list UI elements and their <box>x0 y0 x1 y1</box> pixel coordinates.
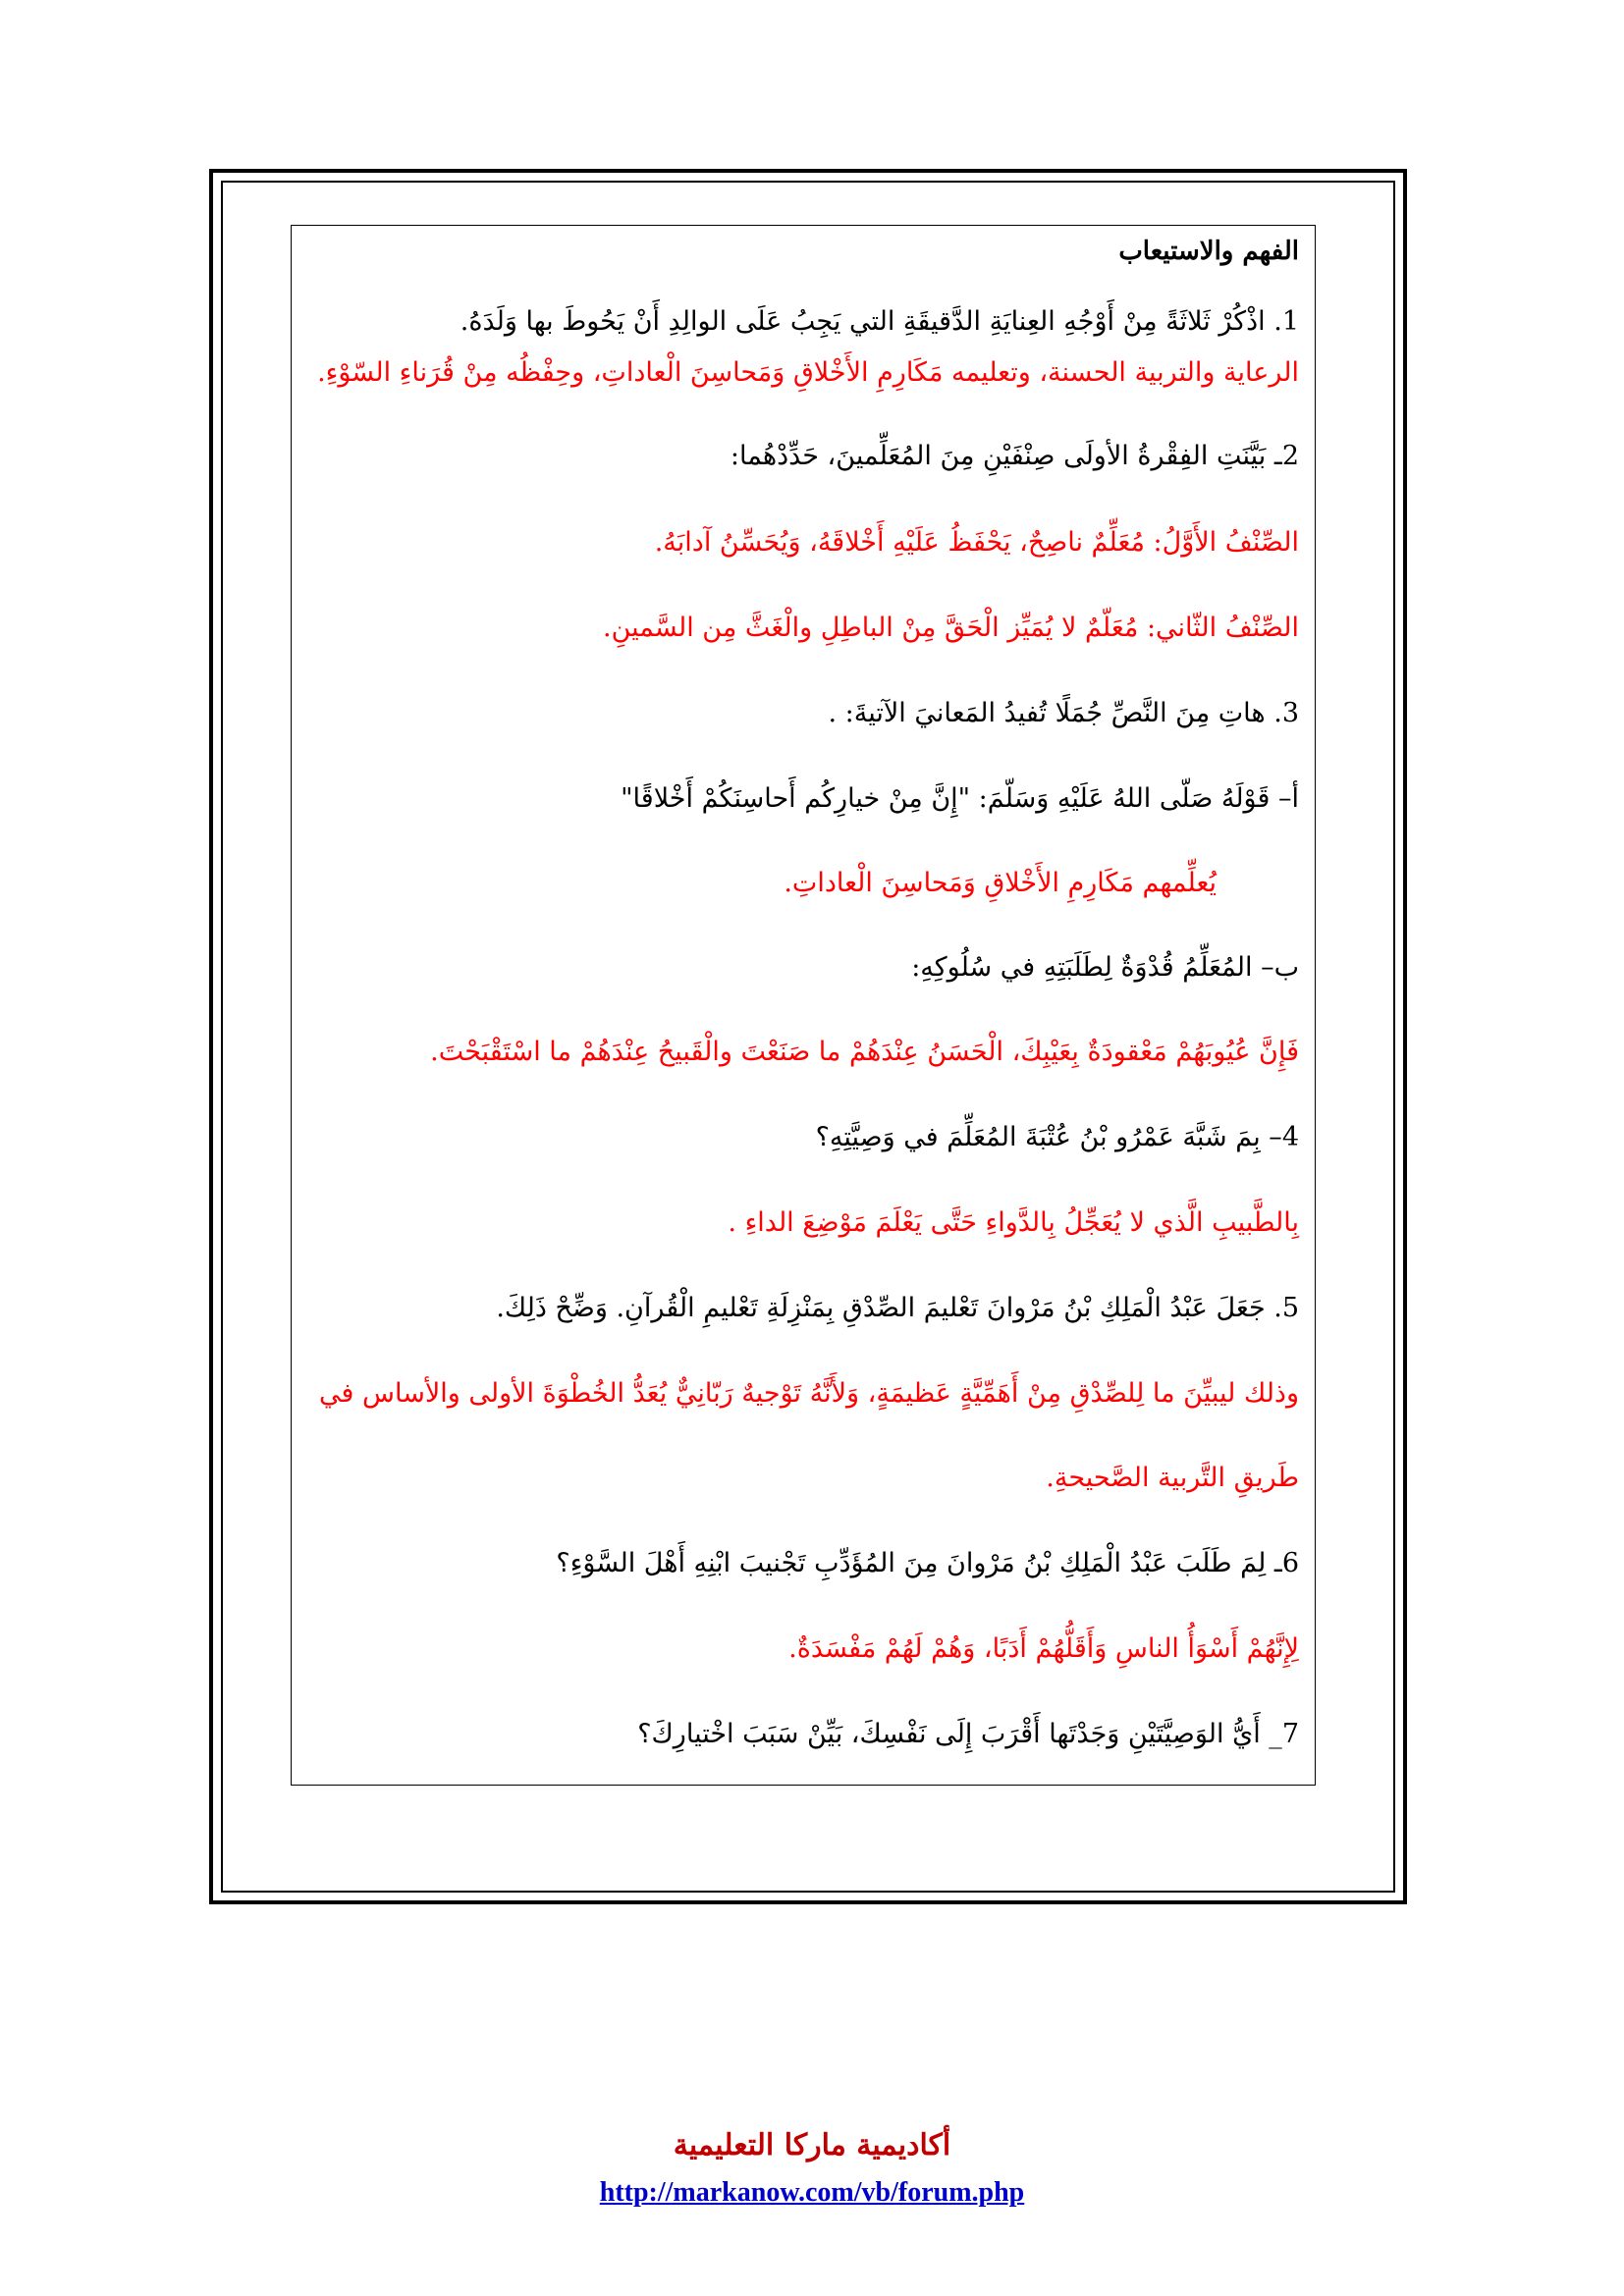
answer-5-line-2: طَريقِ التَّربية الصَّحيحةِ. <box>1046 1463 1299 1493</box>
answer-3a: يُعلِّمهم مَكَارِمِ الأَخْلاقِ وَمَحاسِنَ الْعاداتِ. <box>784 868 1217 898</box>
question-3b: ب– المُعَلِّمُ قُدْوَةٌ لِطَلَبَتِهِ في سُلُوكِهِ: <box>911 952 1299 983</box>
answer-2-second-type: الصِّنْفُ الثّاني: مُعَلّمٌ لا يُمَيِّز الْحَقَّ مِنْ الباطِلِ والْغَثَّ مِن السَّمينِ. <box>602 613 1299 643</box>
footer-forum-link[interactable]: http://markanow.com/vb/forum.php <box>599 2177 1025 2208</box>
answer-4: بِالطَّبيبِ الَّذي لا يُعَجِّلُ بِالدَّواءِ حَتَّى يَعْلَمَ مَوْضِعَ الداءِ . <box>728 1207 1299 1238</box>
question-7: 7_ أَيُّ الوَصِيَّتَيْنِ وَجَدْتَها أَقْرَبَ إِلَى نَفْسِكَ، بَيِّنْ سَبَبَ اخْتيارِكَ؟ <box>637 1719 1299 1749</box>
answer-5-line-1: وذلك ليبيِّنَ ما لِلصِّدْقِ مِنْ أَهَمِّيَّةٍ عَظيمَةٍ، وَلأَنَّهُ تَوْجيهٌ رَبّانِيٌّ يُعَدُّ الخُطْوَةَ الأولى والأساس في <box>319 1378 1299 1409</box>
section-title: الفهم والاستيعاب <box>1118 237 1299 266</box>
question-5: 5. جَعَلَ عَبْدُ الْمَلِكِ بْنُ مَرْوانَ تَعْليمَ الصِّدْقِ بِمَنْزِلَةِ تَعْليمِ الْقُرآنِ. وَضِّحْ ذَلِكَ. <box>496 1293 1299 1323</box>
question-3a: أ– قَوْلَهُ صَلّى اللهُ عَلَيْهِ وَسَلّمَ: "إِنَّ مِنْ خيارِكُم أَحاسِنَكُمْ أَخْلاقًا" <box>621 783 1299 814</box>
question-6: 6ـ لِمَ طَلَبَ عَبْدُ الْمَلِكِ بْنُ مَرْوانَ مِنَ المُؤَدِّبِ تَجْنيبَ ابْنِهِ أَهْلَ السَّوْءِ؟ <box>556 1548 1299 1578</box>
worksheet-box <box>291 225 1316 1786</box>
answer-3b: فَإِنَّ عُيُوبَهُمْ مَعْقودَةٌ بِعَيْبِكَ، الْحَسَنُ عِنْدَهُمْ ما صَنَعْتَ والْقَبيحُ عِنْدَهُمْ ما اسْتَقْبَحْتَ. <box>430 1037 1299 1067</box>
answer-2-first-type: الصِّنْفُ الأَوَّلُ: مُعَلِّمٌ ناصِحٌ، يَحْفَظُ عَلَيْهِ أَخْلاقَهُ، وَيُحَسِّنُ آدابَهُ. <box>654 527 1299 558</box>
question-3: 3. هاتِ مِنَ النَّصِّ جُمَلًا تُفيدُ المَعانيَ الآتيةَ: . <box>828 698 1299 728</box>
footer-academy-name: أكاديمية ماركا التعليمية <box>673 2128 951 2163</box>
answer-1: الرعاية والتربية الحسنة، وتعليمه مَكَارِمِ الأَخْلاقِ وَمَحاسِنَ الْعاداتِ، وحِفْظُه مِنْ قُرَناءِ السّوْءِ. <box>317 357 1299 388</box>
question-4: 4– بِمَ شَبَّهَ عَمْرُو بْنُ عُتْبَةَ المُعَلِّمَ في وَصِيَّتِهِ؟ <box>815 1122 1299 1152</box>
question-2: 2ـ بَيَّنَتِ الفِقْرةُ الأولَى صِنْفَيْنِ مِنَ المُعَلِّمينَ، حَدِّدْهُما: <box>730 441 1299 471</box>
question-1: 1. اذْكُرْ ثَلاثَةً مِنْ أَوْجُهِ العِنايَةِ الدَّقيقَةِ التي يَجِبُ عَلَى الوالِدِ أَنْ يَحُوطَ بها وَلَدَهُ. <box>460 306 1299 337</box>
answer-6: لِإِنَّهُمْ أَسْوَأُ الناسِ وَأَقَلُّهُمْ أَدَبًا، وَهُمْ لَهُمْ مَفْسَدَةٌ. <box>788 1633 1299 1664</box>
